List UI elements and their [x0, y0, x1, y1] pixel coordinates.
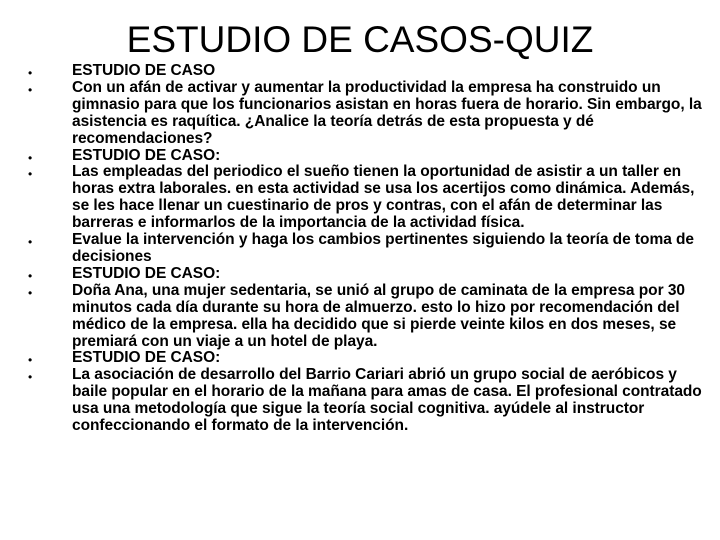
- bullet-item: [28, 148, 708, 165]
- bullet-icon: •: [28, 370, 33, 385]
- bullet-item: [28, 63, 708, 80]
- bullet-icon: •: [28, 150, 33, 165]
- bullet-text: Con un afán de activar y aumentar la productividad la empresa ha construido un gimnasio para que los funcionarios asistan en horas fuera de horario. Sin embargo, la asistencia es raquítica. ¿Analice la teoría detrás de esta propuesta y dé recomendaciones?: [72, 78, 702, 147]
- bullet-icon: •: [28, 268, 33, 283]
- bullet-icon: •: [28, 353, 33, 368]
- bullet-item: [28, 266, 708, 283]
- bullet-item: [28, 164, 708, 232]
- bullet-text: ESTUDIO DE CASO:: [72, 349, 221, 367]
- bullet-icon: •: [28, 66, 33, 80]
- bullet-item: [28, 367, 708, 435]
- bullet-text: Doña Ana, una mujer sedentaria, se unió al grupo de caminata de la empresa por 30 minutos cada día durante su hora de almuerzo. esto lo hizo por recomendación del médico de la empresa. ella ha decidido que si pierde veinte kilos en dos meses, se premiará con un viaje a un hotel de playa.: [72, 281, 685, 350]
- bullet-item: [28, 283, 708, 351]
- bullet-text: ESTUDIO DE CASO: [72, 62, 216, 79]
- bullet-icon: •: [28, 285, 33, 300]
- bullet-icon: •: [28, 167, 33, 182]
- bullet-item: [28, 232, 708, 266]
- bullet-item: [28, 80, 708, 148]
- bullet-text: Evalue la intervención y haga los cambios pertinentes siguiendo la teoría de toma de decisiones: [72, 231, 695, 265]
- bullet-text: La asociación de desarrollo del Barrio Cariari abrió un grupo social de aeróbicos y baile popular en el horario de la mañana para amas de casa. El profesional contratado usa una metodología que sigue la teoría social cognitiva. ayúdele al instructor confeccionando el formato de la intervención.: [72, 366, 702, 435]
- bullet-list: [28, 63, 708, 435]
- bullet-text: ESTUDIO DE CASO:: [72, 146, 221, 164]
- bullet-text: ESTUDIO DE CASO:: [72, 264, 221, 282]
- slide-title: ESTUDIO DE CASOS-QUIZ: [126, 19, 594, 60]
- bullet-text: Las empleadas del periodico el sueño tienen la oportunidad de asistir a un taller en horas extra laborales. en esta actividad se usa los acertijos como dinámica. Además, se les hace llenar un cuestinario de pros y contras, con el afán de determinar las barreras e informarlos de la importancia de la actividad física.: [72, 163, 695, 232]
- bullet-icon: •: [28, 235, 33, 250]
- bullet-item: [28, 350, 708, 367]
- bullet-icon: •: [28, 82, 33, 97]
